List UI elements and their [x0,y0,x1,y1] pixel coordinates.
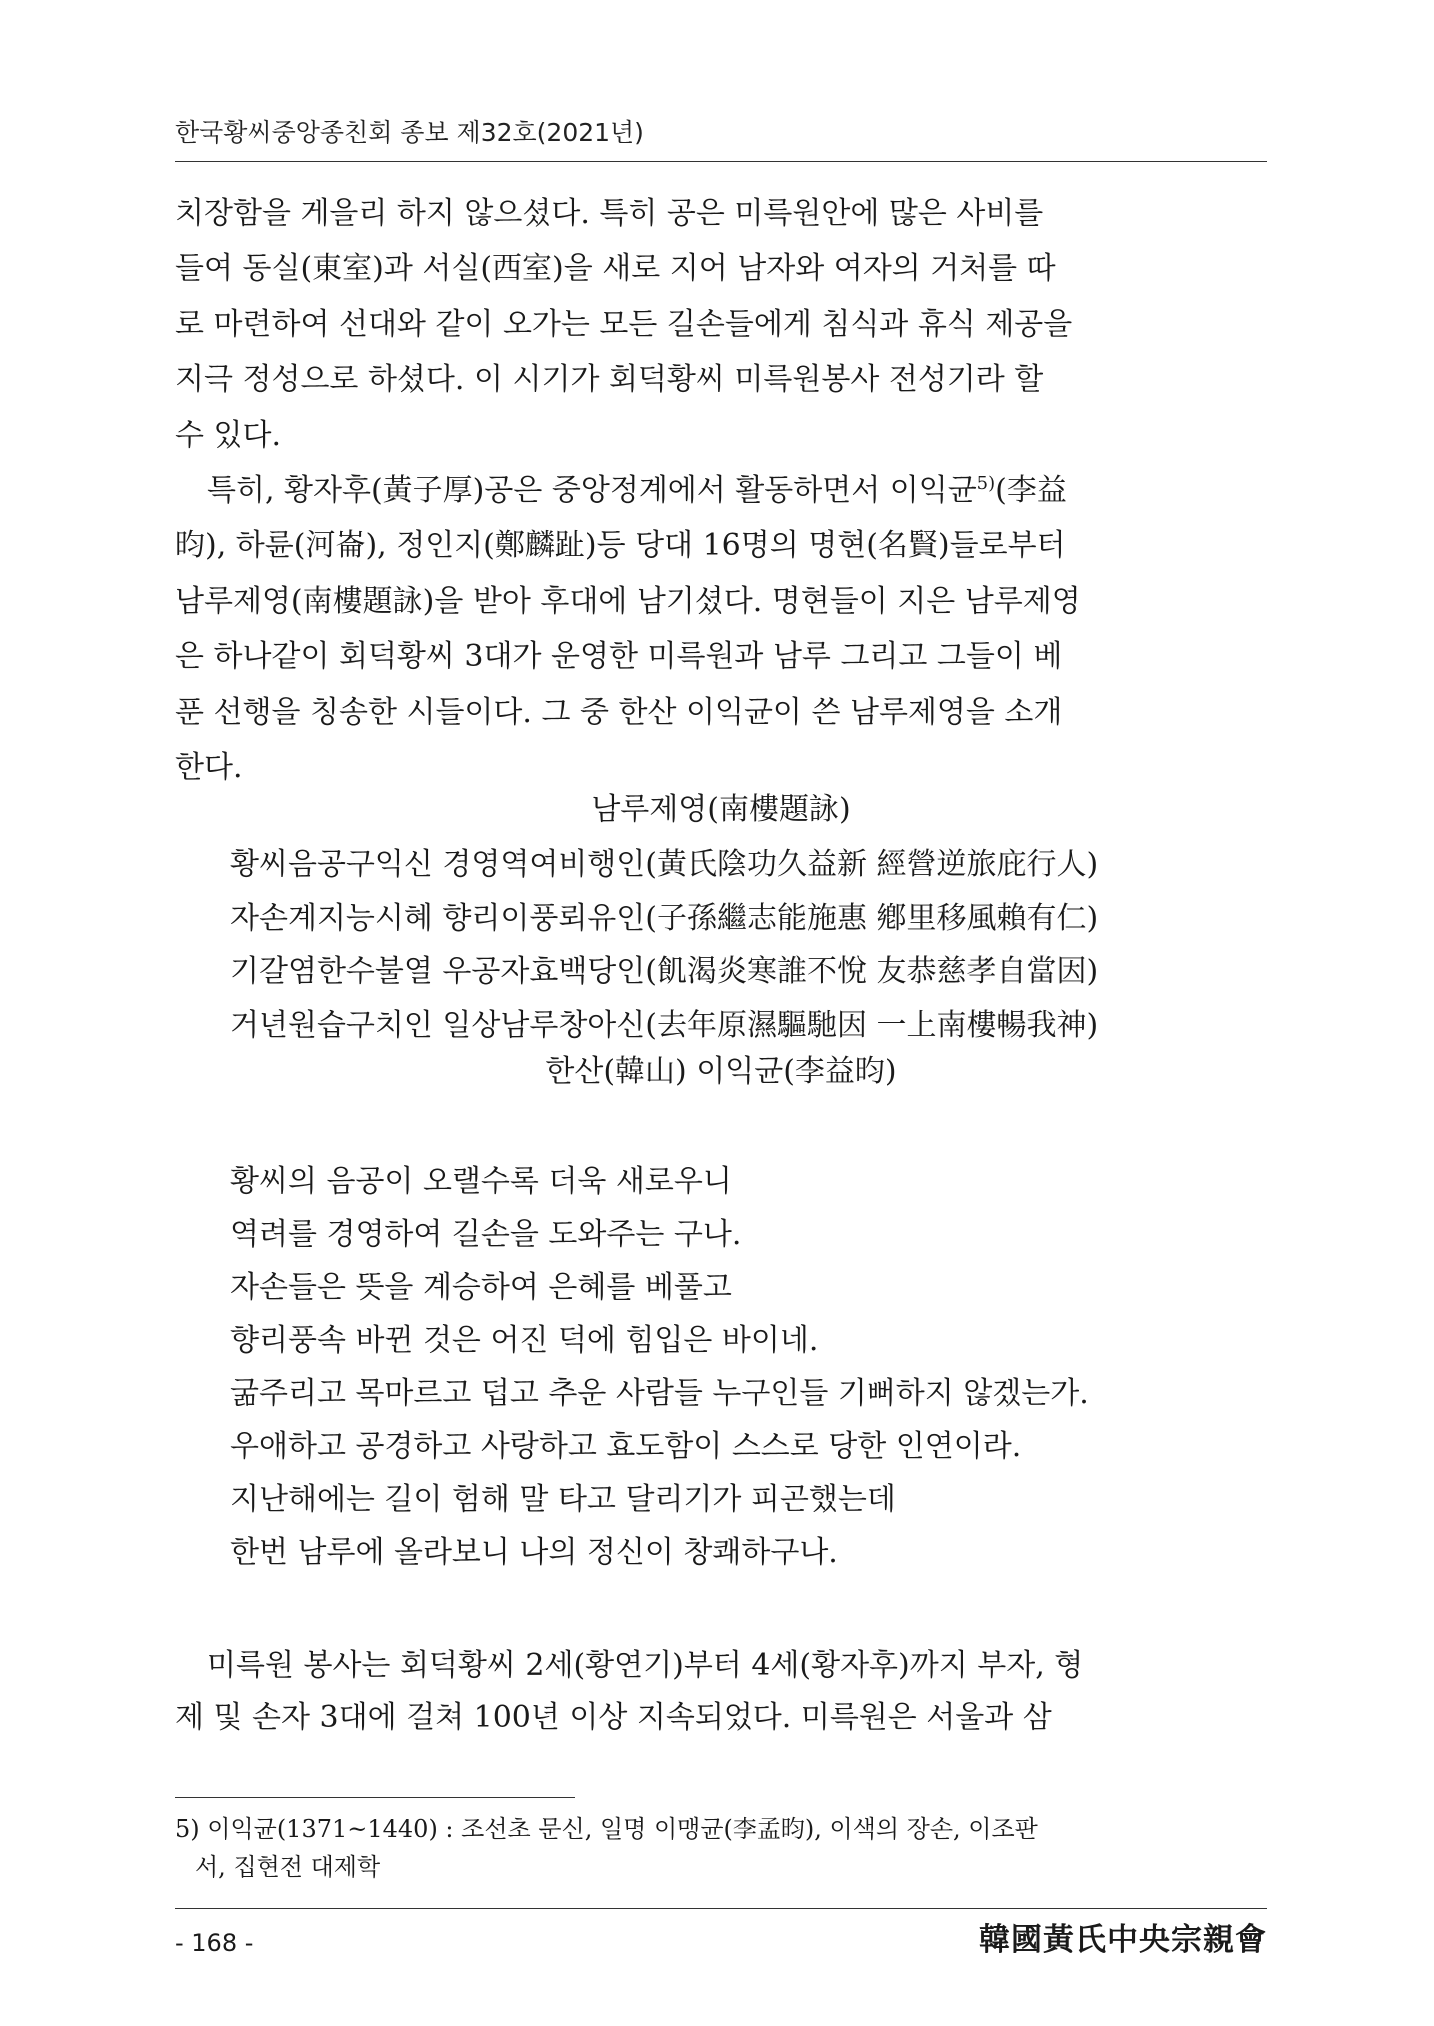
translation-line: 굶주리고 목마르고 덥고 추운 사람들 누구인들 기뻐하지 않겠는가. [230,1376,1089,1411]
translation-line: 자손들은 뜻을 계승하여 은혜를 베풀고 [230,1270,732,1305]
publisher-name: 韓國黃氏中央宗親會 [979,1922,1267,1958]
poem-author: 한산(韓山) 이익균(李益昀) [545,1054,897,1089]
translation-line: 황씨의 음공이 오랠수록 더욱 새로우니 [230,1164,732,1199]
translation-line: 지난해에는 길이 험해 말 타고 달리기가 피곤했는데 [230,1482,896,1517]
paragraph-first-line [175,463,1267,518]
paragraph-line: 지극 정성으로 하셨다. 이 시기가 회덕황씨 미륵원봉사 전성기라 할 [175,362,1044,398]
footnote-line: 5) 이익균(1371~1440) : 조선초 문신, 일명 이맹균(李孟昀), 이색의 장손, 이조판 [175,1815,1038,1843]
paragraph-2 [175,463,1267,795]
poem-line: 황씨음공구익신 경영역여비행인(黃氏陰功久益新 經營逆旅庇行人) [230,847,1099,882]
paragraph-line: 은 하나같이 회덕황씨 3대가 운영한 미륵원과 남루 그리고 그들이 베 [175,639,1063,675]
paragraph-line: 치장함을 게을리 하지 않으셨다. 특히 공은 미륵원안에 많은 사비를 [175,196,1044,231]
paragraph-text: (李益 [995,473,1067,508]
header-divider [175,161,1267,162]
poem-title: 남루제영(南樓題詠) [591,792,851,827]
poem-line: 거년원습구치인 일상남루창아신(去年原濕驅馳因 一上南樓暢我神) [230,1007,1099,1043]
footnote-line: 서, 집현전 대제학 [195,1853,381,1881]
paragraph-1 [175,186,1267,463]
paragraph-line: 로 마련하여 선대와 같이 오가는 모든 길손들에게 침식과 휴식 제공을 [175,306,1073,342]
poem-line: 기갈염한수불열 우공자효백당인(飢渴炎寒誰不悅 友恭慈孝自當因) [230,954,1099,990]
paragraph-line: 푼 선행을 칭송한 시들이다. 그 중 한산 이익균이 쓴 남루제영을 소개 [175,694,1063,730]
paragraph-text: 특히, 황자후(黃子厚)공은 중앙정계에서 활동하면서 이익균 [207,473,977,508]
paragraph-3 [175,1640,1267,1744]
paragraph-line: 남루제영(南樓題詠)을 받아 후대에 남기셨다. 명현들이 지은 남루제영 [175,583,1081,619]
paragraph-line: 미륵원 봉사는 회덕황씨 2세(황연기)부터 4세(황자후)까지 부자, 형 [207,1648,1084,1683]
paragraph-line: 수 있다. [175,417,282,453]
poem-translation [230,1155,1270,1579]
paragraph-line: 한다. [175,749,243,785]
paragraph-line: 昀), 하륜(河崙), 정인지(鄭麟趾)등 당대 16명의 명현(名賢)들로부터 [175,528,1066,564]
footnote [175,1810,1267,1886]
journal-header: 한국황씨중앙종친회 종보 제32호(2021년) [175,118,644,147]
poem-verses [230,838,1240,1052]
translation-line: 우애하고 공경하고 사랑하고 효도함이 스스로 당한 인연이라. [230,1429,1022,1464]
paragraph-line: 들여 동실(東室)과 서실(西室)을 새로 지어 남자와 여자의 거처를 따 [175,251,1056,287]
footer-divider [175,1908,1267,1909]
poem-line: 자손계지능시혜 향리이풍뢰유인(子孫繼志能施惠 鄕里移風賴有仁) [230,900,1099,936]
translation-line: 역려를 경영하여 길손을 도와주는 구나. [230,1217,742,1252]
footnote-divider [175,1797,575,1798]
page-number: - 168 - [175,1929,254,1957]
translation-line: 한번 남루에 올라보니 나의 정신이 창쾌하구나. [230,1535,838,1570]
footnote-marker: 5) [976,473,996,494]
translation-line: 향리풍속 바뀐 것은 어진 덕에 힘입은 바이네. [230,1323,819,1358]
paragraph-line: 제 및 손자 3대에 걸쳐 100년 이상 지속되었다. 미륵원은 서울과 삼 [175,1700,1052,1735]
